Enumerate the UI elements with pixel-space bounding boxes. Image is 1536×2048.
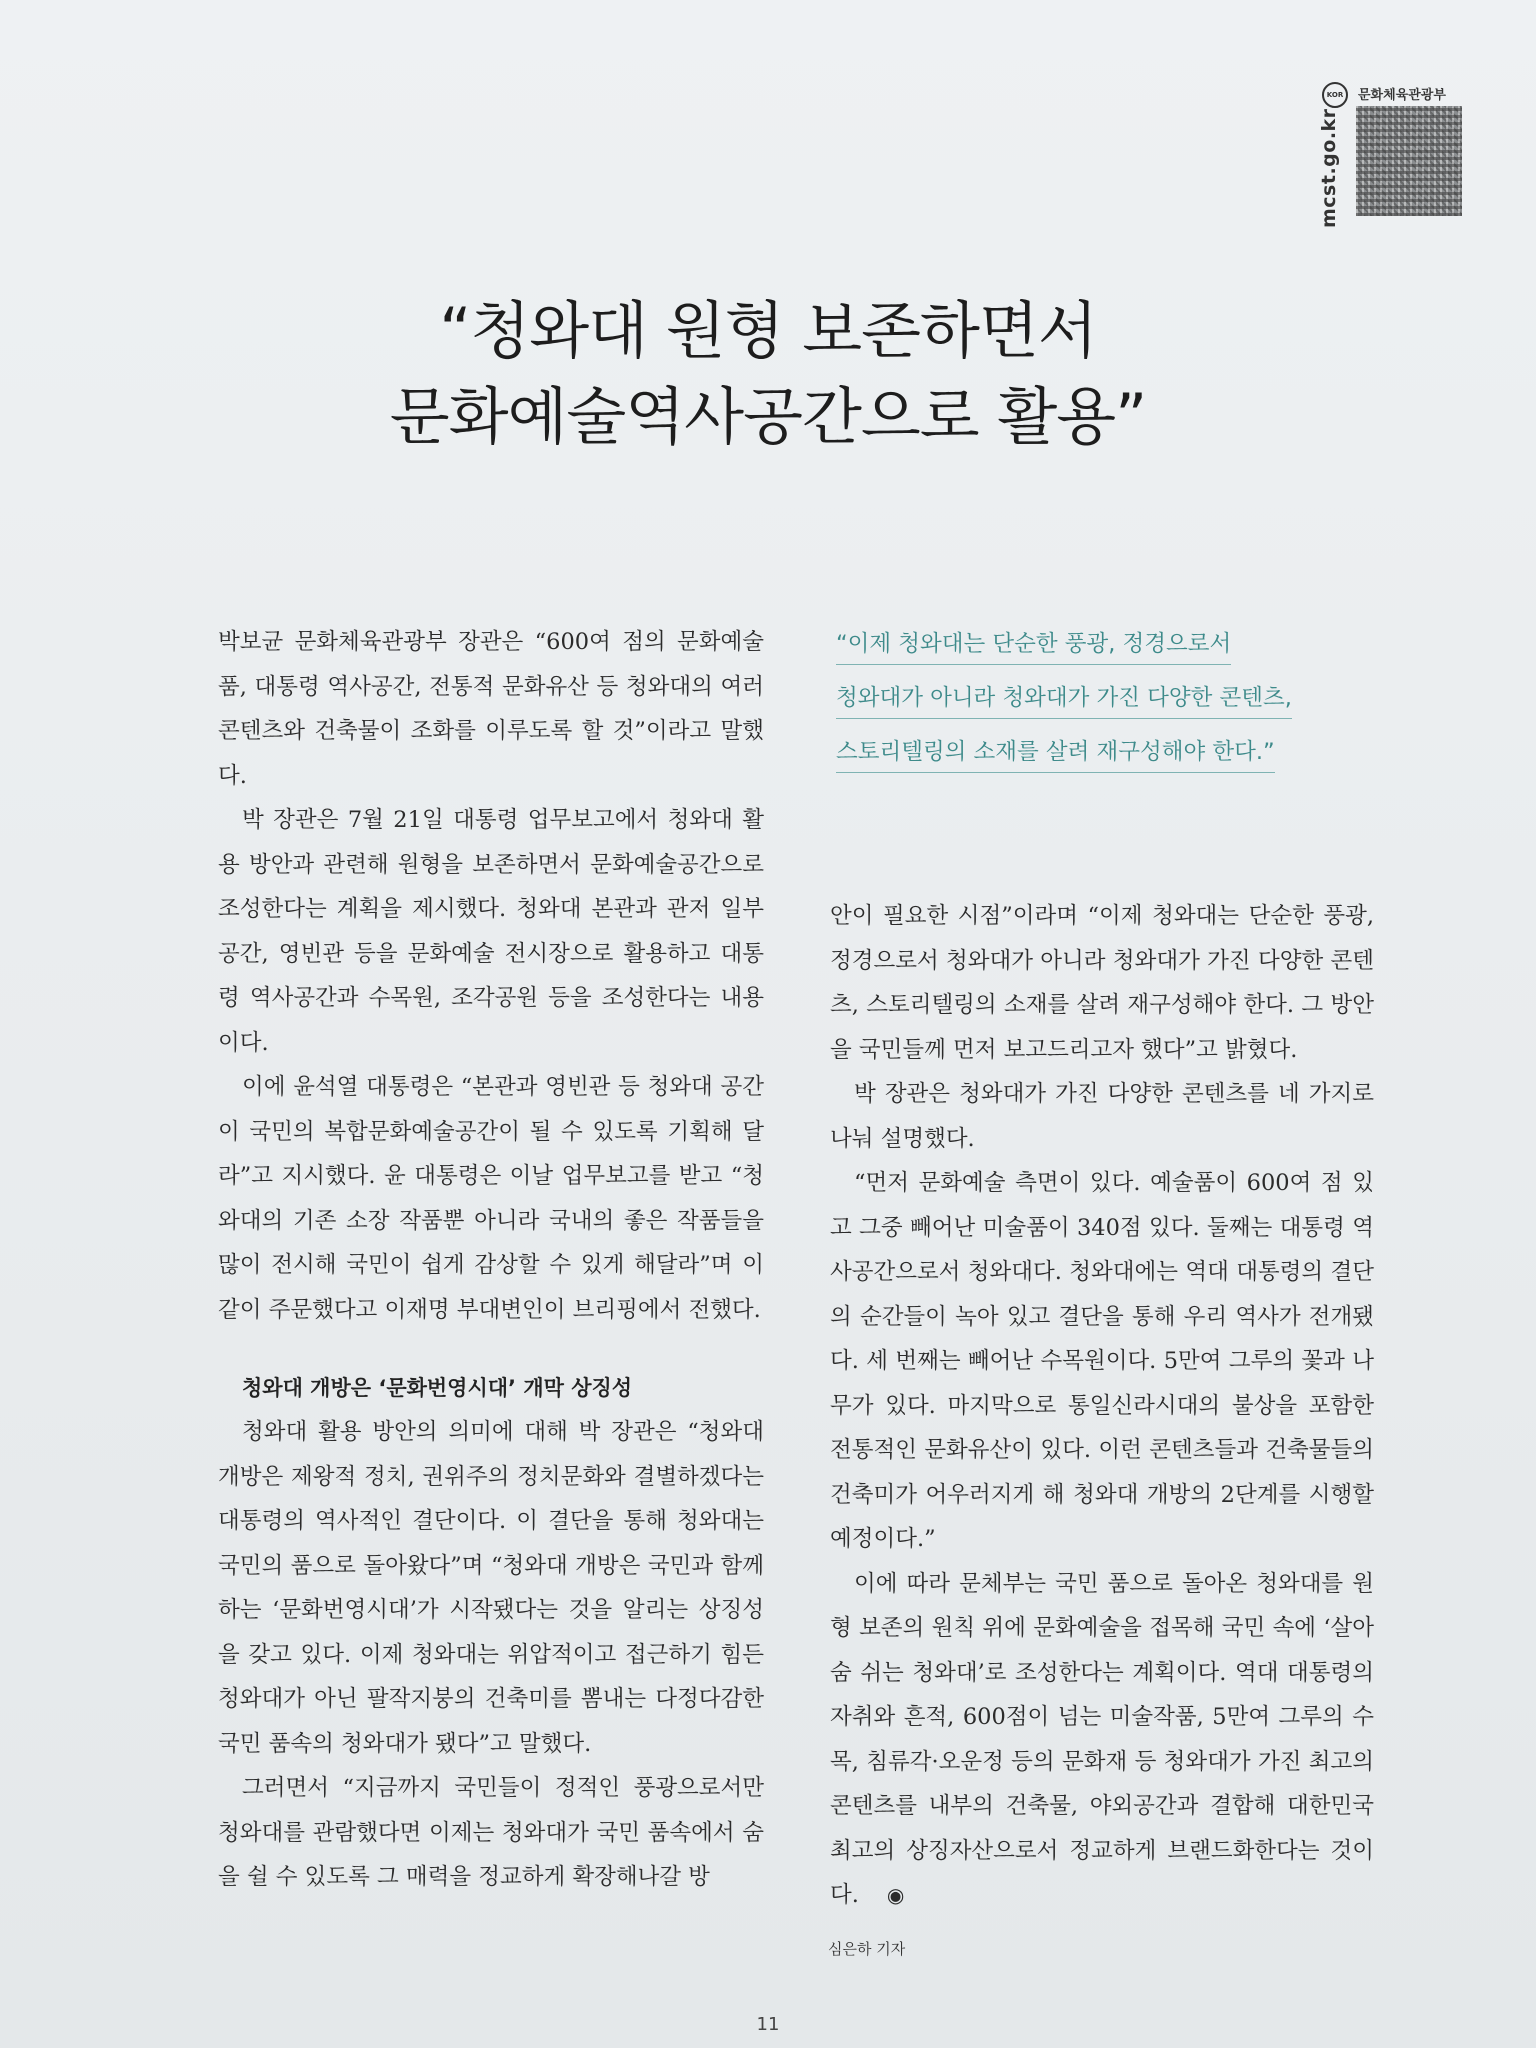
ministry-name: 문화체육관광부 <box>1358 88 1446 103</box>
paragraph: 안이 필요한 시점”이라며 “이제 청와대는 단순한 풍광, 정경으로서 청와대가 아니라 청와대가 가진 다양한 콘텐츠, 스토리텔링의 소재를 살려 재구성해야 한다. 그 방안을 국민들께 먼저 보고드리고자 했다”고 밝혔다. <box>830 903 1374 1063</box>
pull-quote-line: “이제 청와대는 단순한 풍광, 정경으로서 <box>836 624 1231 665</box>
paragraph: 이에 윤석열 대통령은 “본관과 영빈관 등 청와대 공간이 국민의 복합문화예술공간이 될 수 있도록 기획해 달라”고 지시했다. 윤 대통령은 이날 업무보고를 받고 “청와대의 기존 소장 작품뿐 아니라 국내의 좋은 작품들을 많이 전시해 국민이 쉽게 감상할 수 있게 해달라”며 이같이 주문했다고 이재명 부대변인이 브리핑에서 전했다. <box>218 1074 764 1323</box>
paragraph <box>830 1562 1374 1918</box>
pull-quote-line: 스토리텔링의 소재를 살려 재구성해야 한다.” <box>836 732 1275 773</box>
paragraph-text: 이에 따라 문체부는 국민 품으로 돌아온 청와대를 원형 보존의 원칙 위에 문화예술을 접목해 국민 속에 ‘살아 숨 쉬는 청와대’로 조성한다는 계획이다. 역대 대통령의 자취와 흔적, 600점이 넘는 미술작품, 5만여 그루의 수목, 침류각·오운정 등의 문화재 등 청와대가 가진 최고의 콘텐츠를 내부의 건축물, 야외공간과 결합해 대한민국 최고의 상징자산으로서 정교하게 브랜드화한다는 것이다. <box>830 1570 1374 1908</box>
end-mark-icon: ◉ <box>886 1883 905 1907</box>
paragraph: 박보균 문화체육관광부 장관은 “600여 점의 문화예술품, 대통령 역사공간, 전통적 문화유산 등 청와대의 여러 콘텐츠와 건축물이 조화를 이루도록 할 것”이라고 말했다. <box>218 629 764 789</box>
pull-quote-line: 청와대가 아니라 청와대가 가진 다양한 콘텐츠, <box>836 678 1292 719</box>
paragraph: 그러면서 “지금까지 국민들이 정적인 풍광으로서만 청와대를 관람했다면 이제는 청와대가 국민 품속에서 숨을 쉴 수 있도록 그 매력을 정교하게 확장해나갈 방 <box>218 1775 764 1890</box>
headline-line-1: “청와대 원형 보존하면서 <box>439 294 1097 367</box>
brand-url: mcst.go.kr <box>1318 108 1340 228</box>
byline: 심은하 기자 <box>828 1940 906 1958</box>
paragraph: “먼저 문화예술 측면이 있다. 예술품이 600여 점 있고 그중 빼어난 미술품이 340점 있다. 둘째는 대통령 역사공간으로서 청와대다. 청와대에는 역대 대통령의 결단의 순간들이 녹아 있고 결단을 통해 우리 역사가 전개됐다. 세 번째는 빼어난 수목원이다. 5만여 그루의 꽃과 나무가 있다. 마지막으로 통일신라시대의 불상을 포함한 전통적인 문화유산이 있다. 이런 콘텐츠들과 건축물들의 건축미가 어우러지게 해 청와대 개방의 2단계를 시행할 예정이다.” <box>830 1170 1374 1552</box>
right-column <box>830 894 1374 1918</box>
paragraph: 박 장관은 7월 21일 대통령 업무보고에서 청와대 활용 방안과 관련해 원형을 보존하면서 문화예술공간으로 조성한다는 계획을 제시했다. 청와대 본관과 관저 일부 공간, 영빈관 등을 문화예술 전시장으로 활용하고 대통령 역사공간과 수목원, 조각공원 등을 조성한다는 내용이다. <box>218 807 764 1056</box>
headline <box>0 288 1536 460</box>
left-column <box>218 620 764 1900</box>
section-subheading: 청와대 개방은 ‘문화번영시대’ 개막 상징성 <box>242 1376 633 1400</box>
qr-code-icon <box>1356 106 1462 216</box>
ministry-mark <box>1318 82 1460 228</box>
kor-badge: KOR <box>1322 82 1348 108</box>
page-number: 11 <box>756 2014 780 2035</box>
paragraph: 박 장관은 청와대가 가진 다양한 콘텐츠를 네 가지로 나눠 설명했다. <box>830 1081 1374 1152</box>
pull-quote <box>836 620 1396 782</box>
headline-line-2: 문화예술역사공간으로 활용” <box>389 380 1147 453</box>
paragraph: 청와대 활용 방안의 의미에 대해 박 장관은 “청와대 개방은 제왕적 정치, 권위주의 정치문화와 결별하겠다는 대통령의 역사적인 결단이다. 이 결단을 통해 청와대는 국민의 품으로 돌아왔다”며 “청와대 개방은 국민과 함께하는 ‘문화번영시대’가 시작됐다는 것을 알리는 상징성을 갖고 있다. 이제 청와대는 위압적이고 접근하기 힘든 청와대가 아닌 팔작지붕의 건축미를 뽐내는 다정다감한 국민 품속의 청와대가 됐다”고 말했다. <box>218 1419 764 1757</box>
